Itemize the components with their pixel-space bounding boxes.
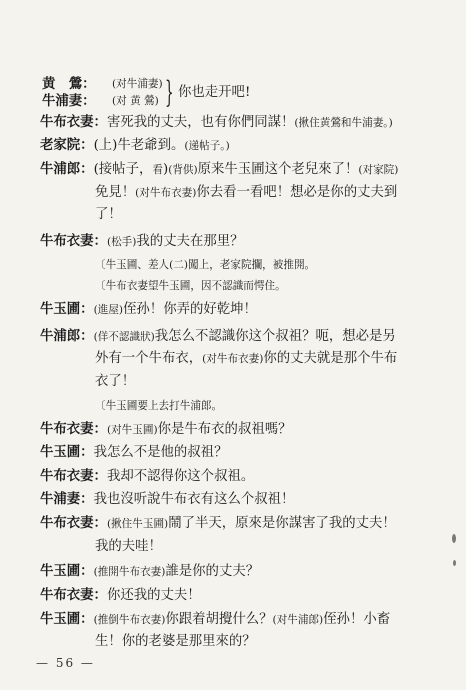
speaker-label: 牛布衣妻： — [40, 114, 107, 130]
stage-direction: (推開牛布衣妻) — [93, 566, 166, 578]
dialogue-text: 衣了！ — [95, 374, 136, 389]
speaker-label: 牛玉圃： — [40, 444, 94, 460]
dual-speaker-line — [42, 76, 442, 112]
speaker-label: 牛浦郎： — [40, 161, 94, 177]
dialogue-text: 我却不認得你这个叔祖。 — [106, 469, 255, 484]
dialogue-line — [0, 256, 466, 274]
dialogue-line — [0, 300, 466, 319]
dialogue-text: 我也沒听說牛布衣有这么个叔祖！ — [93, 492, 295, 507]
speaker-pair — [42, 76, 96, 110]
dialogue-text: 誰是你的丈夫？ — [165, 564, 260, 579]
dialogue-line — [0, 633, 466, 651]
speaker-label: 黄 鶯： — [42, 76, 96, 92]
stage-direction: (对牛玉圃) — [106, 424, 158, 436]
stage-direction: (对牛浦郎) — [272, 614, 324, 626]
dialogue-text: 生！你的老婆是那里來的？ — [95, 634, 256, 649]
dialogue-text: 外有一个牛布衣， — [95, 351, 203, 366]
stage-direction: (揪住黄鶯和牛浦妻。) — [294, 117, 393, 129]
dialogue-line — [0, 467, 466, 486]
speaker-label: 牛布衣妻： — [40, 421, 107, 437]
speaker-label: 牛布衣妻： — [40, 515, 107, 531]
stage-direction: (進屋) — [93, 304, 124, 316]
speaker-label: 牛浦郎： — [40, 328, 94, 344]
speaker-label: 牛浦妻： — [40, 491, 94, 507]
dialogue-text: 你的丈夫就是那个牛布 — [263, 351, 398, 366]
dialogue-text: 我怎么不是他的叔祖？ — [93, 445, 228, 460]
dialogue-text: 你去看一看吧！想必是你的丈夫到 — [196, 185, 398, 200]
dialogue-line — [0, 562, 466, 581]
dialogue-line — [0, 350, 466, 368]
stage-direction: (对牛浦妻) — [112, 78, 163, 90]
dialogue-text: 了！ — [95, 207, 122, 222]
stage-direction: (推倒牛布衣妻) — [93, 614, 166, 626]
dialogue-line — [0, 136, 466, 155]
dialogue-text: 侄孙！小畜 — [323, 612, 391, 627]
stage-direction: (对家院) — [358, 164, 399, 176]
stage-direction: 〔牛玉圃、差人(二)闖上，老家院攔，被推開。 — [95, 259, 316, 271]
stage-direction: (揪住牛玉圃) — [106, 518, 169, 530]
dialogue-line — [0, 397, 466, 415]
dialogue-text: 害死我的丈夫，也有你們同謀！ — [106, 115, 295, 130]
dialogue-line — [0, 277, 466, 295]
speaker-label: 牛布衣妻： — [40, 233, 107, 249]
dialogue-line — [0, 514, 466, 533]
dialogue-line — [0, 184, 466, 202]
dialogue-line — [0, 586, 466, 605]
speaker-label: 牛玉圃： — [40, 563, 94, 579]
dialogue-line — [0, 373, 466, 391]
stage-direction: (松手) — [106, 236, 137, 248]
ink-spot — [453, 560, 456, 566]
stage-direction: 看 — [152, 164, 163, 176]
dialogue-line — [0, 232, 466, 251]
dialogue-text: 你跟着胡攪什么？ — [165, 612, 273, 627]
page-number: — 56 — — [36, 656, 95, 670]
speaker-label: 牛玉圃： — [40, 301, 94, 317]
stage-direction: 〔牛玉圃要上去打牛浦郎。 — [95, 400, 223, 412]
dialogue-text: 你还我的丈夫！ — [106, 588, 201, 603]
dialogue-line — [0, 610, 466, 629]
dialogue-text: 我的夫哇！ — [95, 539, 162, 554]
dialogue-text: ) — [162, 162, 169, 177]
stage-direction: (递帖子。) — [184, 140, 230, 152]
dialogue-line — [0, 327, 466, 346]
dialogue-line — [0, 113, 466, 132]
brace-mark: } — [165, 75, 174, 110]
speaker-label: 牛布衣妻： — [40, 468, 107, 484]
dialogue-text: 我怎么不認識你这个叔祖？呃，想必是另 — [154, 329, 396, 344]
speaker-label: 牛浦妻： — [42, 93, 96, 109]
dialogue-line — [0, 206, 466, 224]
dialogue-text: 侄孙！你弄的好乾坤！ — [123, 302, 257, 317]
stage-direction: (对牛布衣妻) — [202, 353, 264, 365]
dialogue-text: 原来牛玉圃这个老兒來了！ — [197, 162, 359, 177]
dialogue-line — [0, 160, 466, 179]
dialogue-text: (接帖子， — [93, 162, 153, 177]
dialogue-text: (上)牛老爺到。 — [93, 138, 185, 153]
dialogue-text: 我的丈夫在那里？ — [136, 234, 244, 249]
ink-spot — [452, 534, 456, 543]
dialogue-line — [0, 420, 466, 439]
stage-direction: 〔牛布衣妻望牛玉圃，因不認識而愕住。 — [95, 280, 286, 292]
dialogue-text: 免見！ — [95, 185, 136, 200]
speaker-label: 老家院： — [40, 137, 94, 153]
dialogue-line — [0, 443, 466, 462]
stage-direction-pair — [112, 76, 163, 110]
stage-direction: (背供) — [168, 164, 198, 176]
dialogue-text: 你也走开吧! — [178, 85, 251, 100]
stage-direction: (佯不認識狀) — [93, 331, 155, 343]
dialogue-text: 你是牛布衣的叔祖嗎？ — [157, 422, 292, 437]
speaker-label: 牛玉圃： — [40, 611, 94, 627]
stage-direction: (对 黄 鶯) — [112, 95, 159, 107]
dialogue-line — [0, 490, 466, 509]
stage-direction: (对牛布衣妻) — [135, 187, 197, 199]
speaker-label: 牛布衣妻： — [40, 587, 107, 603]
dialogue-line — [0, 538, 466, 556]
dialogue-text: 鬧了半天，原來是你謀害了我的丈夫！ — [168, 516, 396, 531]
